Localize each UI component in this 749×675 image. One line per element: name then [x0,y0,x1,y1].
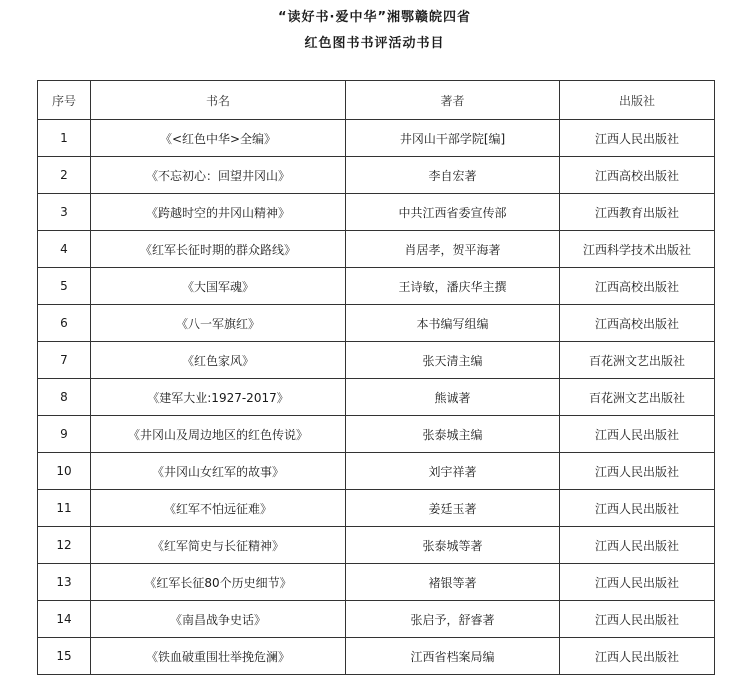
cell-author: 李自宏著 [346,157,560,194]
table-row [38,601,715,638]
cell-book-title: 《南昌战争史话》 [91,601,346,638]
cell-book-title: 《<红色中华>全编》 [91,120,346,157]
cell-publisher: 江西高校出版社 [560,268,715,305]
cell-book-title: 《跨越时空的井冈山精神》 [91,194,346,231]
cell-author: 张天清主编 [346,342,560,379]
cell-publisher: 百花洲文艺出版社 [560,379,715,416]
table-row [38,342,715,379]
cell-book-title: 《铁血破重围壮举挽危澜》 [91,638,346,675]
cell-book-title: 《井冈山女红军的故事》 [91,453,346,490]
cell-serial-number: 9 [38,416,91,453]
table-row [38,416,715,453]
cell-book-title: 《不忘初心：回望井冈山》 [91,157,346,194]
table-row [38,231,715,268]
document-title-line-1: “读好书·爱中华”湘鄂赣皖四省 [277,10,472,25]
table-row [38,564,715,601]
table-row [38,638,715,675]
cell-author: 本书编写组编 [346,305,560,342]
header-author: 著者 [346,81,560,120]
cell-book-title: 《红军长征80个历史细节》 [91,564,346,601]
cell-publisher: 江西人民出版社 [560,120,715,157]
cell-author: 刘宇祥著 [346,453,560,490]
cell-publisher: 江西人民出版社 [560,527,715,564]
cell-serial-number: 14 [38,601,91,638]
cell-book-title: 《红军不怕远征难》 [91,490,346,527]
cell-serial-number: 10 [38,453,91,490]
table-row [38,157,715,194]
header-serial-number: 序号 [38,81,91,120]
table-row [38,305,715,342]
cell-author: 王诗敏，潘庆华主撰 [346,268,560,305]
table-row [38,490,715,527]
cell-author: 姜廷玉著 [346,490,560,527]
cell-author: 肖居孝，贺平海著 [346,231,560,268]
cell-serial-number: 5 [38,268,91,305]
table-row [38,379,715,416]
cell-author: 井冈山干部学院[编] [346,120,560,157]
cell-book-title: 《红军长征时期的群众路线》 [91,231,346,268]
table-row [38,120,715,157]
cell-publisher: 江西人民出版社 [560,490,715,527]
cell-serial-number: 13 [38,564,91,601]
cell-author: 江西省档案局编 [346,638,560,675]
cell-serial-number: 6 [38,305,91,342]
cell-author: 张泰城等著 [346,527,560,564]
cell-author: 褚银等著 [346,564,560,601]
table-row [38,527,715,564]
document-title-line-2: 红色图书书评活动书目 [304,36,445,51]
header-publisher: 出版社 [560,81,715,120]
cell-publisher: 江西人民出版社 [560,601,715,638]
cell-serial-number: 11 [38,490,91,527]
table-row [38,453,715,490]
cell-serial-number: 1 [38,120,91,157]
cell-publisher: 江西高校出版社 [560,157,715,194]
cell-publisher: 江西科学技术出版社 [560,231,715,268]
cell-serial-number: 8 [38,379,91,416]
cell-publisher: 江西人民出版社 [560,453,715,490]
cell-publisher: 江西高校出版社 [560,305,715,342]
cell-book-title: 《红军简史与长征精神》 [91,527,346,564]
cell-serial-number: 12 [38,527,91,564]
cell-author: 张泰城主编 [346,416,560,453]
table-row [38,194,715,231]
cell-book-title: 《井冈山及周边地区的红色传说》 [91,416,346,453]
cell-publisher: 江西教育出版社 [560,194,715,231]
cell-book-title: 《八一军旗红》 [91,305,346,342]
cell-serial-number: 3 [38,194,91,231]
cell-serial-number: 15 [38,638,91,675]
cell-publisher: 百花洲文艺出版社 [560,342,715,379]
cell-serial-number: 4 [38,231,91,268]
cell-publisher: 江西人民出版社 [560,416,715,453]
cell-book-title: 《建军大业:1927-2017》 [91,379,346,416]
cell-author: 张启予，舒睿著 [346,601,560,638]
cell-serial-number: 7 [38,342,91,379]
cell-author: 熊诚著 [346,379,560,416]
cell-publisher: 江西人民出版社 [560,638,715,675]
table-header-row [38,81,715,120]
table-row [38,268,715,305]
cell-book-title: 《大国军魂》 [91,268,346,305]
cell-publisher: 江西人民出版社 [560,564,715,601]
cell-serial-number: 2 [38,157,91,194]
cell-author: 中共江西省委宣传部 [346,194,560,231]
book-list-table [37,80,715,675]
cell-book-title: 《红色家风》 [91,342,346,379]
header-book-title: 书名 [91,81,346,120]
